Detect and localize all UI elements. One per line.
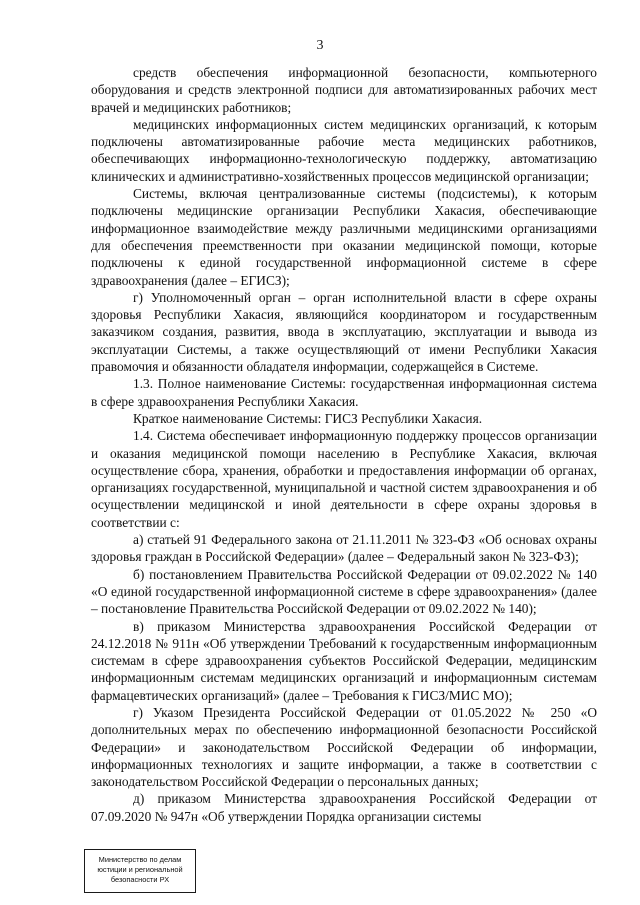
- paragraph-9: б) постановлением Правительства Российской Федерации от 09.02.2022 № 140 «О единой государственной информационной системе в сфере здравоохранения» (далее – постановление Правительства Российской Федерации от 09.02.2022 № 140);: [91, 566, 597, 617]
- stamp-line-3: безопасности РХ: [110, 875, 170, 884]
- paragraph-2: медицинских информационных систем медицинских организаций, к которым подключены автоматизированные рабочие места медицинских работников, обеспечивающих информационно-технологическую поддержку, автоматизацию клинических и административно-хозяйственных процессов медицинской организации;: [91, 116, 597, 184]
- page-number: 3: [316, 38, 324, 53]
- paragraph-1: средств обеспечения информационной безопасности, компьютерного оборудования и средств электронной подписи для автоматизированных рабочих мест врачей и медицинских работников;: [91, 65, 597, 115]
- paragraph-5: 1.3. Полное наименование Системы: государственная информационная система в сфере здравоохранения Республики Хакасия.: [91, 376, 597, 409]
- document-body: [91, 64, 597, 825]
- stamp-line-1: Министерство по делам: [98, 855, 182, 864]
- paragraph-3: Системы, включая централизованные системы (подсистемы), к которым подключены медицинские организации Республики Хакасия, обеспечивающие информационное взаимодействие между различными медицинскими организациями для обеспечения преемственности при оказании медицинской помощи, которые подключены к единой государственной информационной системе в сфере здравоохранения (далее – ЕГИСЗ);: [91, 186, 597, 288]
- paragraph-8: а) статьей 91 Федерального закона от 21.11.2011 № 323-ФЗ «Об основах охраны здоровья граждан в Российской Федерации» (далее – Федеральный закон № 323-ФЗ);: [91, 532, 597, 565]
- paragraph-6: Краткое наименование Системы: ГИСЗ Республики Хакасия.: [133, 410, 483, 426]
- stamp-line-2: юстиции и региональной: [97, 865, 183, 874]
- paragraph-7: 1.4. Система обеспечивает информационную поддержку процессов организации и оказания медицинской помощи населению в Республике Хакасия, включая осуществление сбора, хранения, обработки и предоставления информации об органах, организациях государственной, муниципальной и частной систем здравоохранения и об осуществлении медицинской и иной деятельности в сфере охраны здоровья в соответствии с:: [91, 428, 597, 530]
- paragraph-12: д) приказом Министерства здравоохранения Российской Федерации от 07.09.2020 № 947н «Об утверждении Порядка организации системы: [91, 791, 597, 824]
- registration-stamp: [84, 849, 196, 893]
- paragraph-11: г) Указом Президента Российской Федерации от 01.05.2022 № 250 «О дополнительных мерах по обеспечению информационной безопасности Российской Федерации» и законодательством Российской Федерации об информации, информационных технологиях и защите информации, а также в соответствии с законодательством Российской Федерации о персональных данных;: [91, 704, 597, 790]
- paragraph-10: в) приказом Министерства здравоохранения Российской Федерации от 24.12.2018 № 911н «Об утверждении Требований к государственным информационным системам в сфере здравоохранения субъектов Российской Федерации, медицинским информационным системам медицинских организаций и информационным системам фармацевтических организаций» (далее – Требования к ГИСЗ/МИС МО);: [91, 618, 597, 703]
- paragraph-4: г) Уполномоченный орган – орган исполнительной власти в сфере охраны здоровья Республики Хакасия, являющийся координатором и государственным заказчиком создания, развития, ввода в эксплуатацию, эксплуатации и вывода из эксплуатации Системы, а также осуществляющий от имени Республики Хакасия правомочия и обязанности обладателя информации, содержащейся в Системе.: [91, 289, 597, 375]
